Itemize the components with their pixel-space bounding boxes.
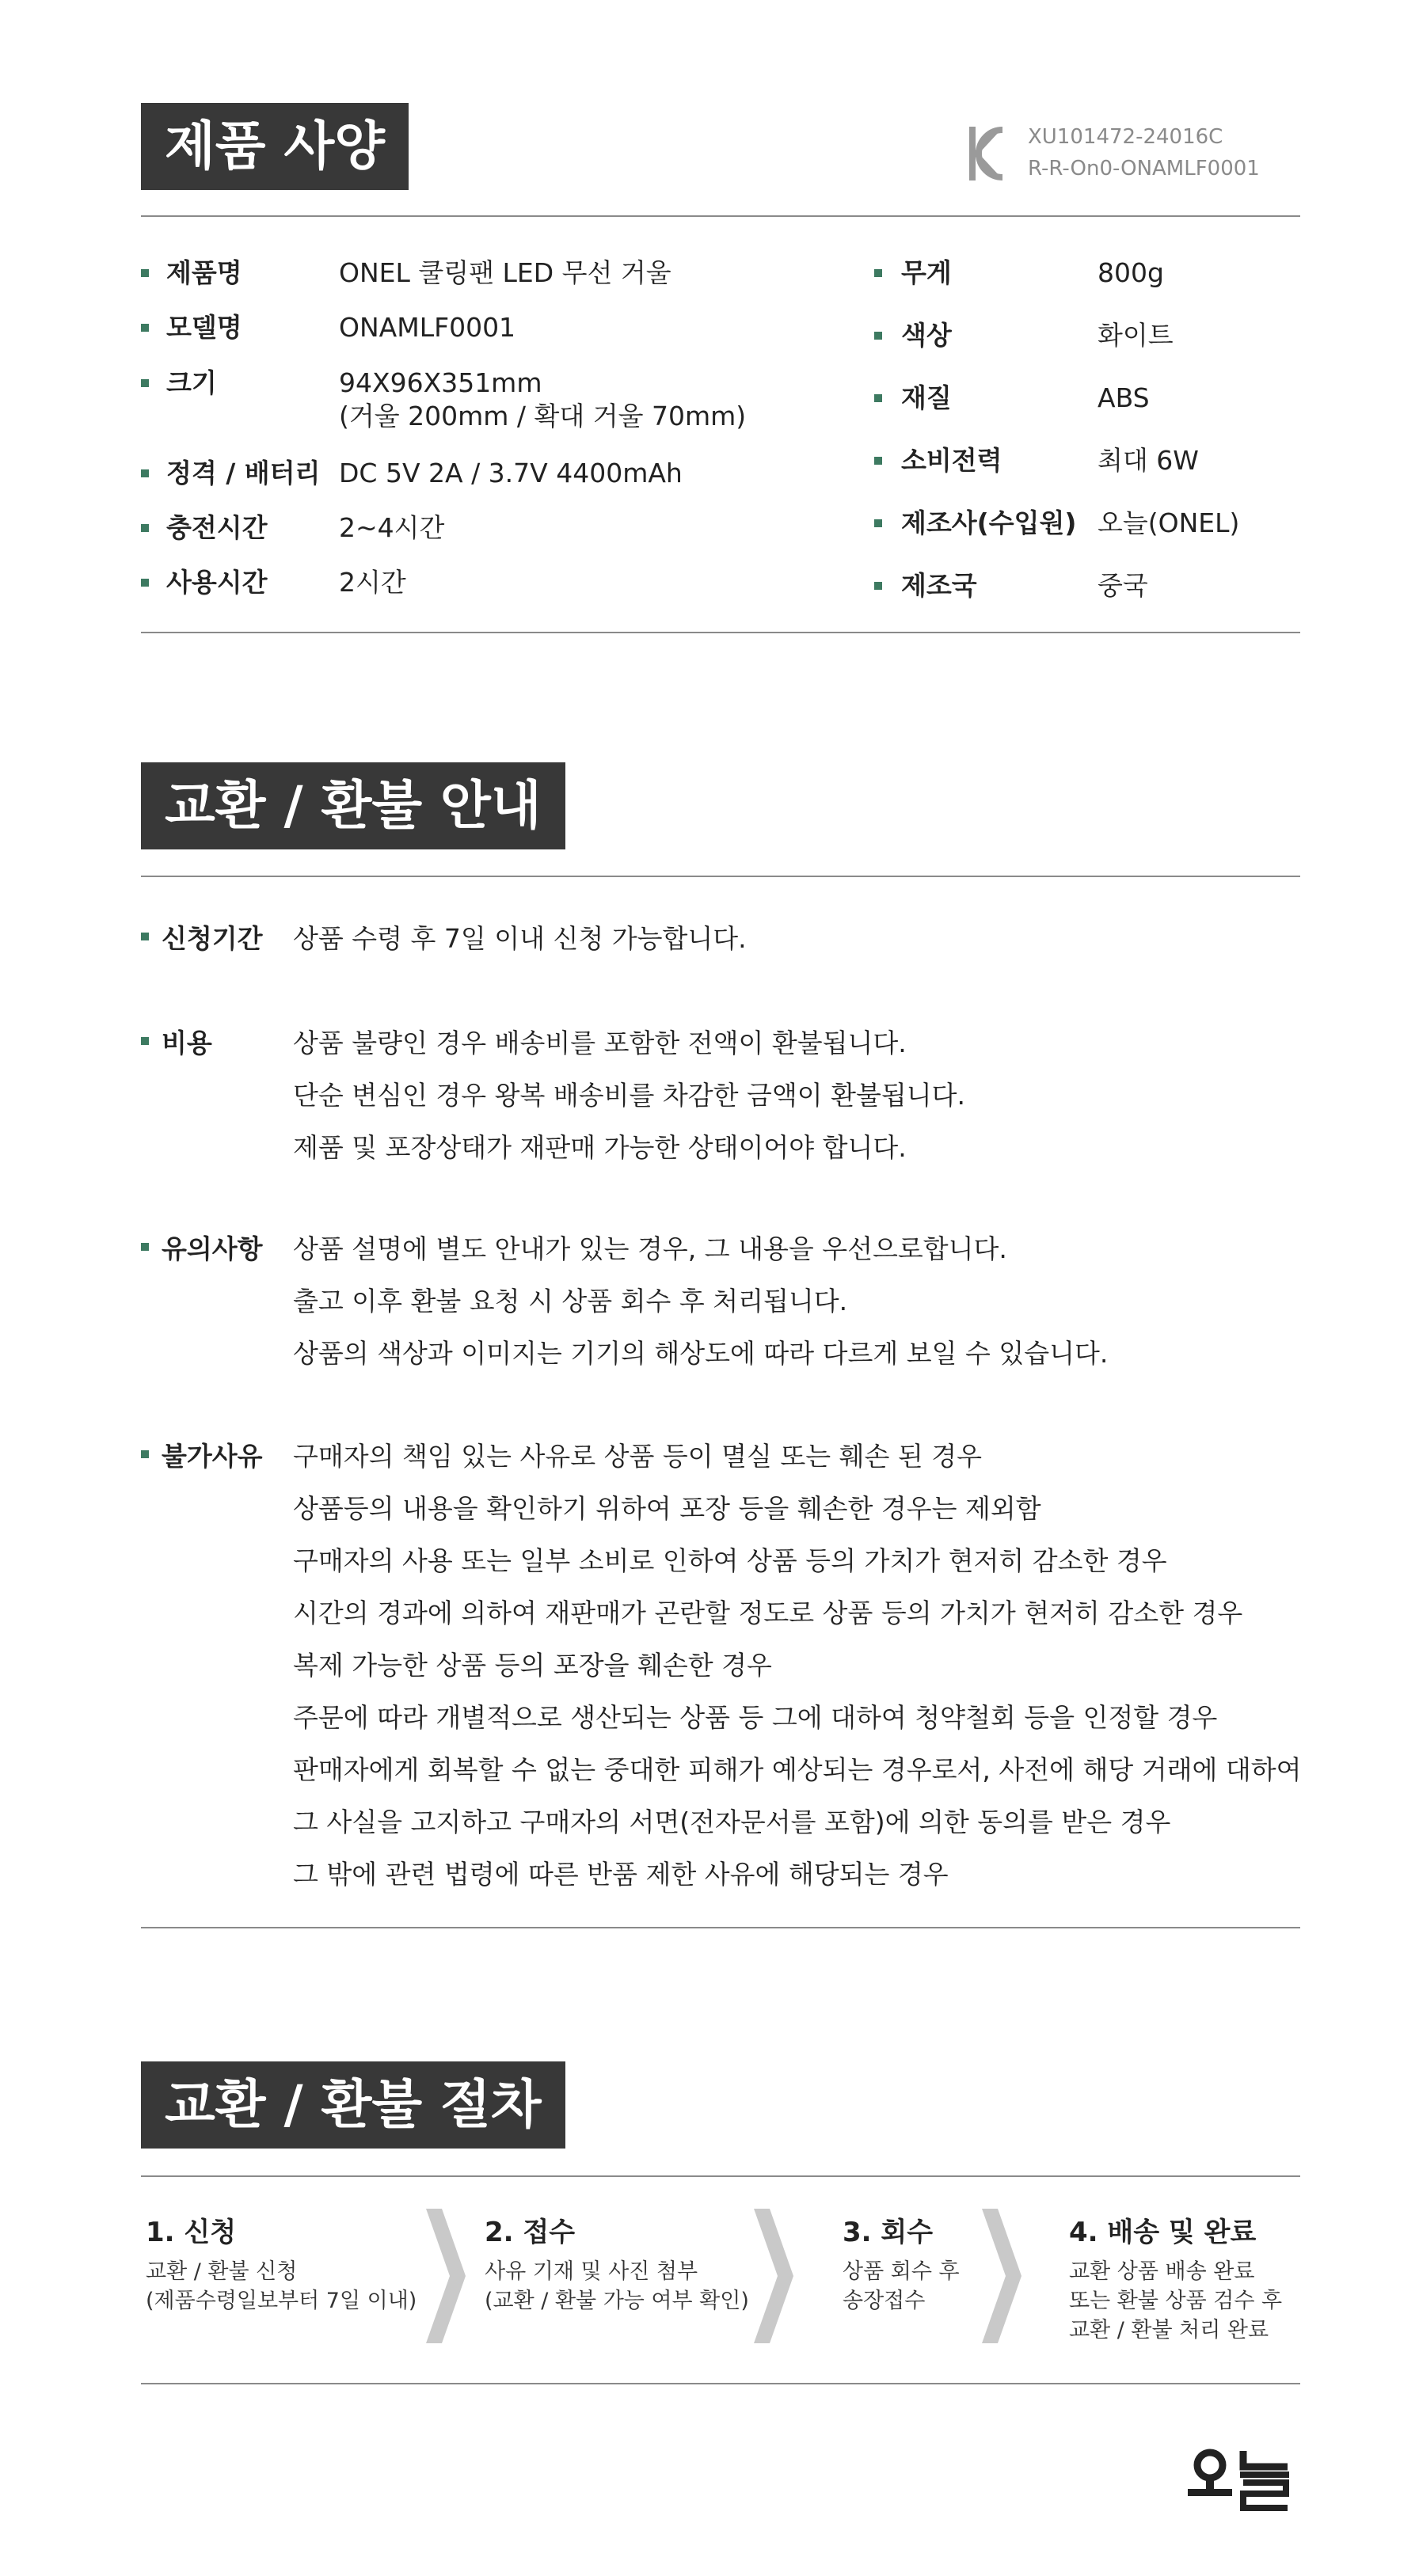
spec-value: ABS [1098,382,1150,413]
bullet [874,457,882,465]
kc-certification [968,120,1300,187]
step-title: 3. 회수 [843,2217,934,2248]
spec-label: 제조국 [901,570,977,601]
policy-label: 불가사유 [162,1441,263,1472]
procedure-section-title: 교환 / 환불 절차 [141,2061,565,2149]
spec-value: 2~4시간 [339,512,445,543]
policy-line: 제품 및 포장상태가 재판매 가능한 상태이어야 합니다. [293,1132,907,1163]
spec-label: 충전시간 [166,512,268,543]
step-title: 1. 신청 [146,2217,237,2248]
policy-line: 상품의 색상과 이미지는 기기의 해상도에 따라 다르게 보일 수 있습니다. [293,1338,1109,1369]
spec-label: 색상 [901,320,952,351]
spec-value: 중국 [1098,570,1148,601]
policy-line: 그 사실을 고지하고 구매자의 서면(전자문서를 포함)에 의한 동의를 받은 경우 [293,1807,1171,1837]
refund-bottom-rule [141,1927,1300,1928]
bullet [874,519,882,527]
policy-line: 판매자에게 회복할 수 없는 중대한 피해가 예상되는 경우로서, 사전에 해당 거래에 대하여 [293,1754,1302,1785]
bullet [141,469,149,477]
spec-section-title: 제품 사양 [141,103,409,190]
cert-number-1: XU101472-24016C [1028,125,1223,149]
spec-bottom-rule [141,632,1300,633]
bullet [874,269,882,277]
spec-value: 2시간 [339,567,406,598]
step-desc-line: 교환 / 환불 처리 완료 [1069,2318,1269,2342]
spec-value: ONAMLF0001 [339,312,516,343]
spec-label: 사용시간 [166,567,268,598]
policy-line: 복제 가능한 상품 등의 포장을 훼손한 경우 [293,1650,772,1681]
chevron-right-icon [979,2209,1023,2343]
bullet [141,324,149,332]
bullet [874,332,882,340]
bullet [141,269,149,277]
policy-line: 주문에 따라 개별적으로 생산되는 상품 등 그에 대하여 청약철회 등을 인정할 경우 [293,1702,1218,1733]
spec-value: 94X96X351mm [339,367,542,398]
step-desc-line: 상품 회수 후 [843,2259,960,2284]
step-desc-line: 교환 상품 배송 완료 [1069,2259,1255,2284]
onel-brand-logo [1188,2448,1291,2514]
cert-number-2: R-R-On0-ONAMLF0001 [1028,157,1260,180]
policy-line: 구매자의 책임 있는 사유로 상품 등이 멸실 또는 훼손 된 경우 [293,1441,982,1472]
step-desc-line: 교환 / 환불 신청 [146,2259,298,2284]
policy-line: 상품 수령 후 7일 이내 신청 가능합니다. [293,923,747,954]
spec-label: 크기 [166,367,217,398]
spec-value: 오늘(ONEL) [1098,507,1240,538]
policy-line: 상품 불량인 경우 배송비를 포함한 전액이 환불됩니다. [293,1028,907,1058]
bullet [141,379,149,387]
policy-line: 그 밖에 관련 법령에 따른 반품 제한 사유에 해당되는 경우 [293,1859,949,1890]
spec-top-rule [141,215,1300,217]
refund-section-title: 교환 / 환불 안내 [141,762,565,849]
kc-mark-icon [968,123,1010,184]
spec-value: 최대 6W [1098,445,1199,476]
bullet [141,933,149,940]
policy-line: 구매자의 사용 또는 일부 소비로 인하여 상품 등의 가치가 현저히 감소한 경우 [293,1545,1167,1576]
bullet [141,1243,149,1251]
step-desc-line: (교환 / 환불 가능 여부 확인) [485,2289,749,2313]
policy-label: 신청기간 [162,923,263,954]
spec-label: 무게 [901,257,952,288]
bullet [141,579,149,587]
step-title: 2. 접수 [485,2217,576,2248]
bullet [141,1450,149,1458]
bullet [874,582,882,590]
spec-label: 제품명 [166,257,242,288]
spec-value-line2: (거울 200mm / 확대 거울 70mm) [339,401,747,431]
policy-line: 단순 변심인 경우 왕복 배송비를 차감한 금액이 환불됩니다. [293,1080,965,1111]
policy-line: 시간의 경과에 의하여 재판매가 곤란할 정도로 상품 등의 가치가 현저히 감소한 경우 [293,1598,1243,1628]
procedure-top-rule [141,2175,1300,2177]
step-title: 4. 배송 및 완료 [1069,2217,1257,2248]
refund-top-rule [141,876,1300,877]
policy-line: 출고 이후 환불 요청 시 상품 회수 후 처리됩니다. [293,1286,848,1316]
spec-value: 화이트 [1098,320,1174,351]
spec-value: 800g [1098,257,1164,288]
spec-label: 제조사(수입원) [901,507,1077,538]
bullet [141,1037,149,1045]
step-desc-line: 사유 기재 및 사진 첨부 [485,2259,698,2284]
spec-label: 정격 / 배터리 [166,458,321,488]
step-desc-line: (제품수령일보부터 7일 이내) [146,2289,417,2313]
policy-label: 유의사항 [162,1233,263,1264]
bullet [874,394,882,402]
chevron-right-icon [751,2209,795,2343]
spec-label: 모델명 [166,312,242,343]
bullet [141,524,149,532]
spec-value: ONEL 쿨링팬 LED 무선 거울 [339,257,671,288]
step-desc-line: 또는 환불 상품 검수 후 [1069,2289,1283,2313]
spec-label: 재질 [901,382,952,413]
spec-value: DC 5V 2A / 3.7V 4400mAh [339,458,683,488]
chevron-right-icon [423,2209,467,2343]
policy-label: 비용 [162,1028,212,1058]
spec-label: 소비전력 [901,445,1002,476]
policy-line: 상품등의 내용을 확인하기 위하여 포장 등을 훼손한 경우는 제외함 [293,1493,1041,1524]
policy-line: 상품 설명에 별도 안내가 있는 경우, 그 내용을 우선으로합니다. [293,1233,1007,1264]
step-desc-line: 송장접수 [843,2289,926,2313]
procedure-bottom-rule [141,2383,1300,2384]
